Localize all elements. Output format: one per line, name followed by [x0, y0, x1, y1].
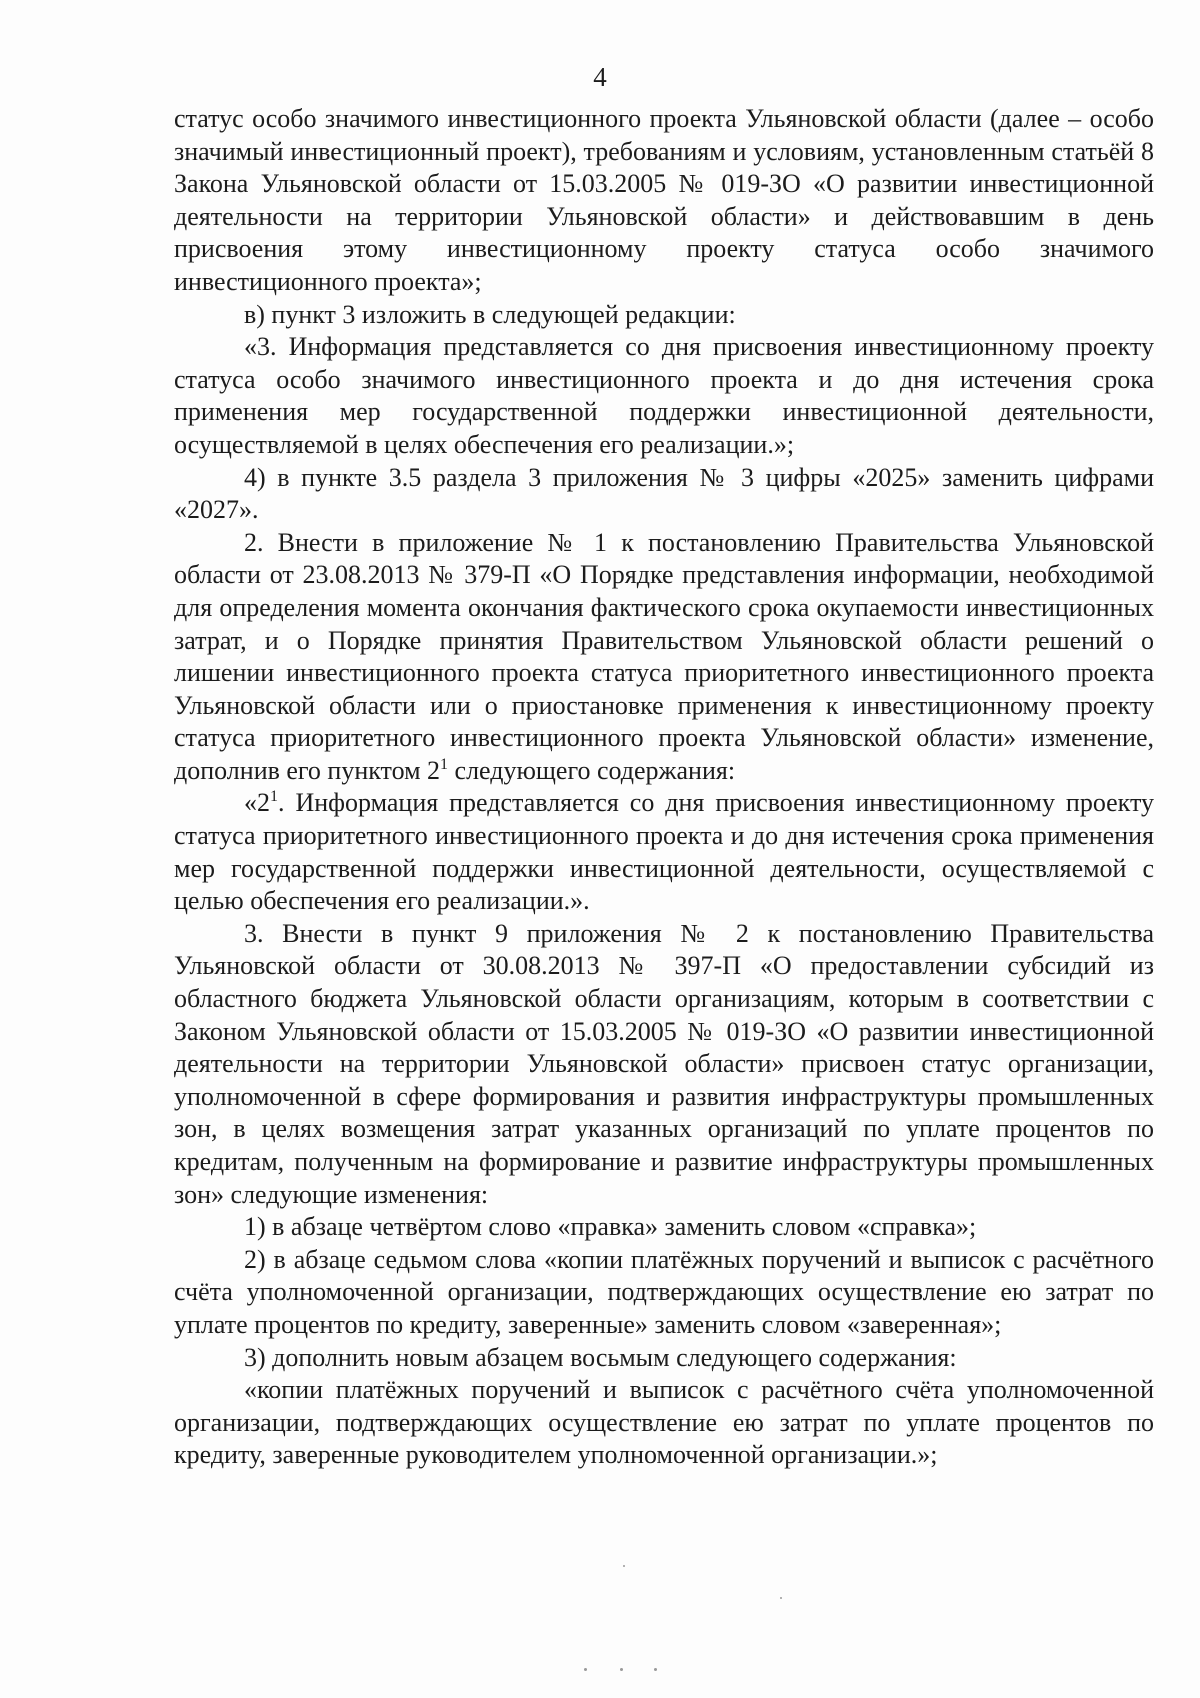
paragraph-item-1: 1) в абзаце четвёртом слово «правка» заменить словом «справка»; [244, 1212, 977, 1242]
page-number: 4 [593, 62, 607, 92]
document-body [174, 103, 1154, 1472]
scan-speck [623, 1565, 625, 1567]
paragraph-section-2-text: 2. Внести в приложение № 1 к постановлению Правительства Ульяновской области от 23.08.2013 № 379-П «О Порядке представления информации, необходимой для определения момента окончания фактического срока окупаемости инвестиционных затрат, и о Порядке принятия Правительством Ульяновской области решений о лишении инвестиционного проекта статуса приоритетного инвестиционного проекта Ульяновской области или о приостановке применения к инвестиционному проекту статуса приоритетного инвестиционного проекта Ульяновской области» изменение, дополнив его пунктом 2 [174, 527, 1154, 785]
paragraph-item-2: 2) в абзаце седьмом слова «копии платёжных поручений и выписок с расчётного счёта уполномоченной организации, подтверждающих осуществление ею затрат по уплате процентов по кредиту, заверенные» заменить словом «заверенная»; [174, 1244, 1154, 1339]
paragraph-item-v: в) пункт 3 изложить в следующей редакции: [244, 299, 736, 329]
superscript: 1 [270, 788, 278, 806]
scan-speck [584, 1668, 587, 1671]
paragraph-item-4: 4) в пункте 3.5 раздела 3 приложения № 3 цифры «2025» заменить цифрами «2027». [174, 462, 1154, 525]
paragraph-continuation: статус особо значимого инвестиционного проекта Ульяновской области (далее – особо значимый инвестиционный проект), требованиям и условиям, установленным статьёй 8 Закона Ульяновской области от 15.03.2005 № 019-ЗО «О развитии инвестиционной деятельности на территории Ульяновской области» и действовавшим в день присвоения этому инвестиционному проекту статуса особо значимого инвестиционного проекта»; [174, 104, 1154, 296]
paragraph-quote-3: «3. Информация представляется со дня присвоения инвестиционному проекту статуса особо значимого инвестиционного проекта и до дня истечения срока применения мер государственной поддержки инвестиционной деятельности, осуществляемой в целях обеспечения его реализации.»; [174, 332, 1154, 459]
scan-speck [620, 1668, 623, 1671]
paragraph-section-2 [174, 527, 1154, 788]
paragraph-quote-2-1-text: . Информация представляется со дня присвоения инвестиционному проекту статуса приоритетного инвестиционного проекта и до дня истечения срока применения мер государственной поддержки инвестиционной деятельности, осуществляемой с целью обеспечения его реализации.». [174, 788, 1154, 916]
paragraph-section-3: 3. Внести в пункт 9 приложения № 2 к постановлению Правительства Ульяновской области от 30.08.2013 № 397-П «О предоставлении субсидий из областного бюджета Ульяновской области организациям, которым в соответствии с Законом Ульяновской области от 15.03.2005 № 019-ЗО «О развитии инвестиционной деятельности на территории Ульяновской области» присвоен статус организации, уполномоченной в сфере формирования и развития инфраструктуры промышленных зон, в целях возмещения затрат указанных организаций по уплате процентов по кредитам, полученным на формирование и развитие инфраструктуры промышленных зон» следующие изменения: [174, 918, 1154, 1209]
paragraph-quote-2-1-start: «2 [244, 788, 270, 818]
superscript: 1 [440, 755, 449, 773]
scan-speck [780, 1597, 782, 1599]
paragraph-quote-2-1 [174, 787, 1154, 917]
scan-speck [654, 1668, 657, 1671]
paragraph-item-3: 3) дополнить новым абзацем восьмым следующего содержания: [244, 1342, 957, 1372]
paragraph-quote-copies: «копии платёжных поручений и выписок с расчётного счёта уполномоченной организации, подтверждающих осуществление ею затрат по уплате процентов по кредиту, заверенные руководителем уполномоченной организации.»; [174, 1375, 1154, 1470]
paragraph-section-2-tail: следующего содержания: [448, 755, 736, 785]
